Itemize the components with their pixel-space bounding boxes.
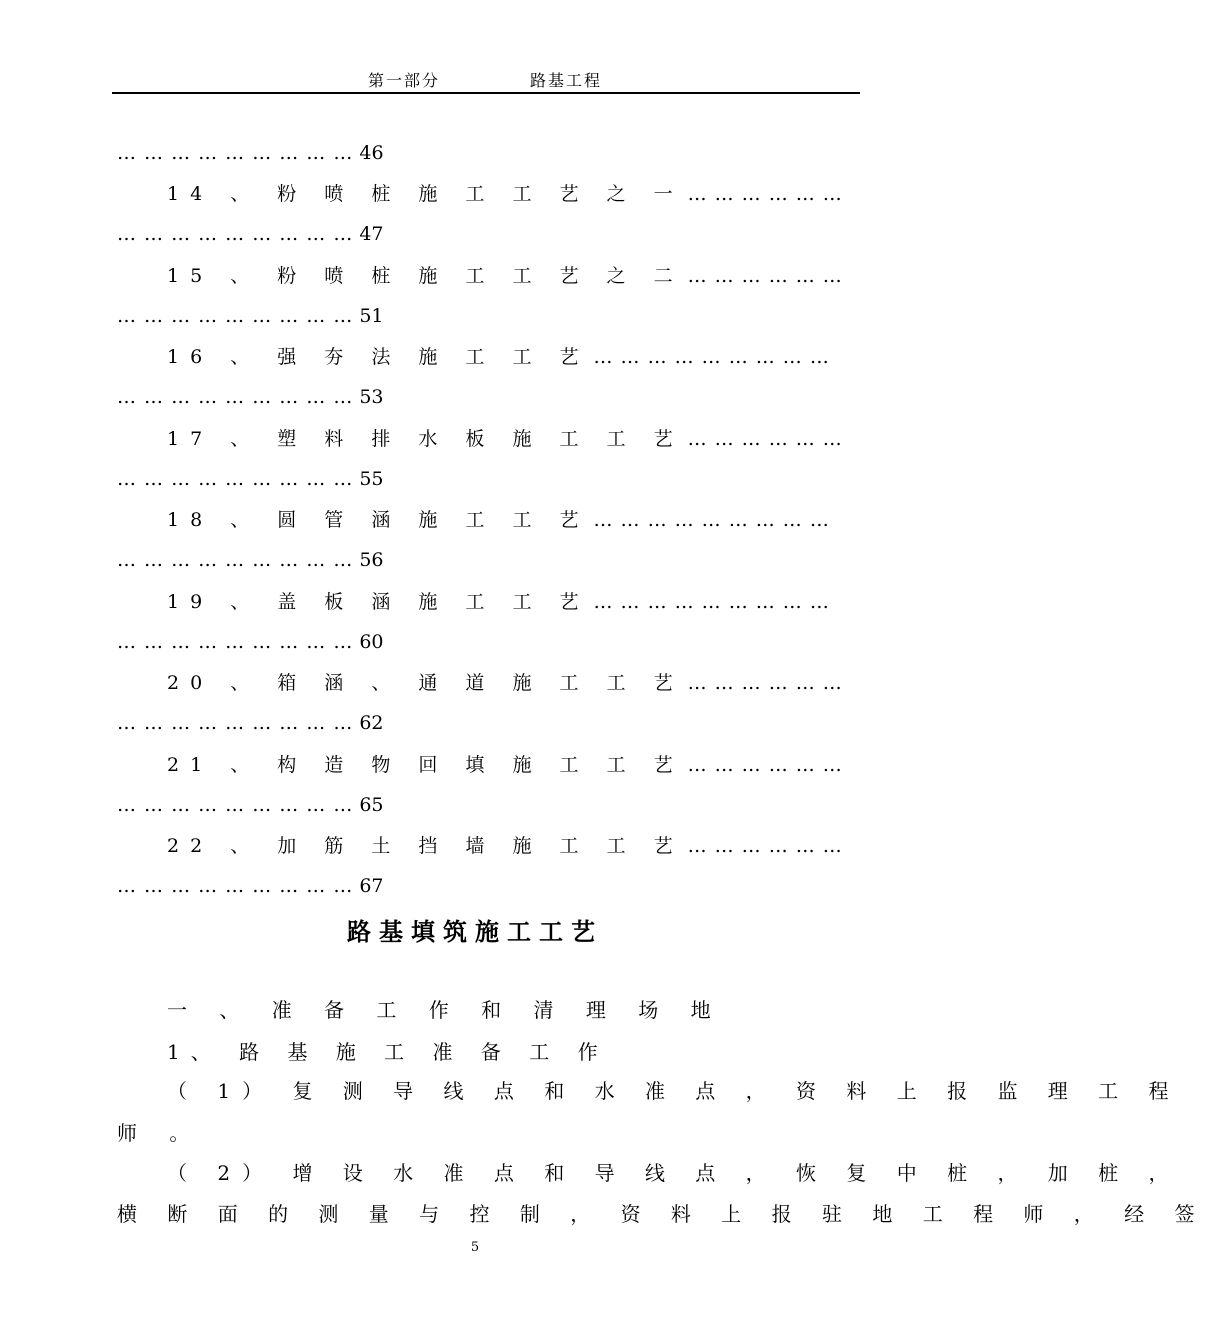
toc-dots: … … … … … … bbox=[687, 183, 843, 205]
toc-entry-label: 14 、 粉 喷 桩 施 工 工 艺 之 一 bbox=[167, 183, 684, 205]
toc-entry bbox=[167, 181, 843, 207]
toc-entry-label: 22 、 加 筋 土 挡 墙 施 工 工 艺 bbox=[167, 835, 684, 857]
toc-page-number: 62 bbox=[359, 712, 384, 734]
toc-line-continuation bbox=[117, 140, 384, 166]
toc-page-number: 46 bbox=[359, 142, 384, 164]
header-section: 路基工程 bbox=[530, 71, 603, 90]
toc-entry-continuation bbox=[117, 629, 384, 655]
toc-entry-continuation bbox=[117, 303, 384, 329]
toc-page-number: 51 bbox=[359, 305, 384, 327]
toc-dots: … … … … … … bbox=[687, 754, 843, 776]
toc-entry-label: 21 、 构 造 物 回 填 施 工 工 艺 bbox=[167, 754, 684, 776]
toc-entry-continuation bbox=[117, 792, 384, 818]
page-header bbox=[112, 66, 860, 94]
toc-entry-label: 20 、 箱 涵 、 通 道 施 工 工 艺 bbox=[167, 672, 684, 694]
toc-page-number: 56 bbox=[359, 549, 384, 571]
toc-page-number: 53 bbox=[359, 386, 384, 408]
toc-dots: … … … … … … bbox=[687, 428, 843, 450]
toc-page-number: 65 bbox=[359, 794, 384, 816]
toc-entry-label: 15 、 粉 喷 桩 施 工 工 艺 之 二 bbox=[167, 265, 684, 287]
toc-page-number: 47 bbox=[359, 223, 384, 245]
toc-page-number: 60 bbox=[359, 631, 384, 653]
body-paragraph-line: （ 1） 复 测 导 线 点 和 水 准 点 ， 资 料 上 报 监 理 工 程 bbox=[167, 1079, 1181, 1103]
section-title: 路基填筑施工工艺 bbox=[347, 917, 603, 946]
toc-dots: … … … … … … bbox=[687, 265, 843, 287]
toc-entry-continuation bbox=[117, 384, 384, 410]
toc-dots: … … … … … … … … … bbox=[117, 142, 354, 164]
toc-entry bbox=[167, 507, 830, 533]
toc-dots: … … … … … … … … … bbox=[117, 468, 354, 490]
page-number: 5 bbox=[470, 1240, 480, 1255]
toc-dots: … … … … … … bbox=[687, 672, 843, 694]
body-paragraph-line: 师 。 bbox=[117, 1121, 203, 1145]
body-heading-1: 一 、 准 备 工 作 和 清 理 场 地 bbox=[167, 998, 724, 1022]
toc-dots: … … … … … … … … … bbox=[117, 875, 354, 897]
header-part: 第一部分 bbox=[368, 71, 441, 90]
toc-entry bbox=[167, 263, 843, 289]
toc-entry-continuation bbox=[117, 466, 384, 492]
toc-entry bbox=[167, 426, 843, 452]
toc-entry bbox=[167, 589, 830, 615]
toc-dots: … … … … … … … … … bbox=[593, 591, 830, 613]
toc-entry-label: 17 、 塑 料 排 水 板 施 工 工 艺 bbox=[167, 428, 684, 450]
toc-dots: … … … … … … … … … bbox=[593, 346, 830, 368]
toc-entry-continuation bbox=[117, 221, 384, 247]
toc-dots: … … … … … … … … … bbox=[117, 549, 354, 571]
toc-entry-label: 19 、 盖 板 涵 施 工 工 艺 bbox=[167, 591, 590, 613]
toc-entry-continuation bbox=[117, 873, 384, 899]
toc-dots: … … … … … … … … … bbox=[593, 509, 830, 531]
toc-dots: … … … … … … bbox=[687, 835, 843, 857]
toc-entry-label: 16 、 强 夯 法 施 工 工 艺 bbox=[167, 346, 590, 368]
body-heading-2: 1、 路 基 施 工 准 备 工 作 bbox=[167, 1040, 609, 1064]
body-paragraph-line: （ 2） 增 设 水 准 点 和 导 线 点 ， 恢 复 中 桩 ， 加 桩 ， bbox=[167, 1161, 1181, 1185]
toc-dots: … … … … … … … … … bbox=[117, 223, 354, 245]
toc-entry bbox=[167, 344, 830, 370]
toc-entry-label: 18 、 圆 管 涵 施 工 工 艺 bbox=[167, 509, 590, 531]
toc-dots: … … … … … … … … … bbox=[117, 305, 354, 327]
toc-entry-continuation bbox=[117, 710, 384, 736]
toc-entry-continuation bbox=[117, 547, 384, 573]
toc-dots: … … … … … … … … … bbox=[117, 631, 354, 653]
toc-dots: … … … … … … … … … bbox=[117, 386, 354, 408]
toc-entry bbox=[167, 670, 843, 696]
toc-page-number: 67 bbox=[359, 875, 384, 897]
toc-entry bbox=[167, 833, 843, 859]
toc-entry bbox=[167, 752, 843, 778]
toc-dots: … … … … … … … … … bbox=[117, 794, 354, 816]
toc-page-number: 55 bbox=[359, 468, 384, 490]
body-paragraph-line: 横 断 面 的 测 量 与 控 制 ， 资 料 上 报 驻 地 工 程 师 ， 经 签 bbox=[117, 1202, 1207, 1226]
toc-dots: … … … … … … … … … bbox=[117, 712, 354, 734]
